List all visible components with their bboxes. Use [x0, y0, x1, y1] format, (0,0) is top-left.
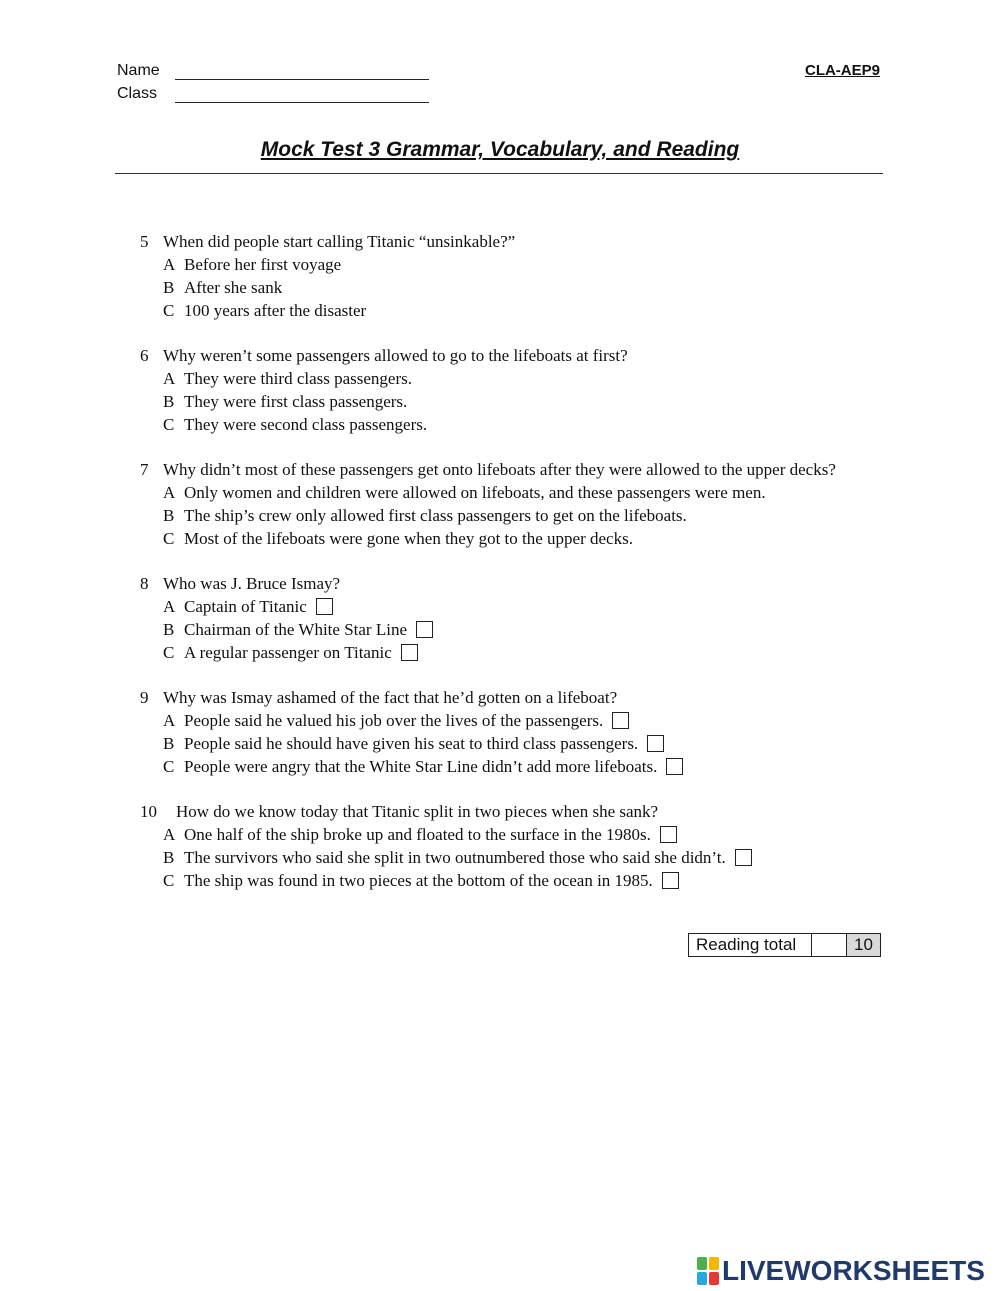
option-b: B People said he should have given his seat to third class passengers.: [140, 732, 683, 755]
option-c: C People were angry that the White Star Line didn’t add more lifeboats.: [140, 755, 683, 778]
question-text: How do we know today that Titanic split in two pieces when she sank?: [176, 802, 659, 821]
option-a: A One half of the ship broke up and floated to the surface in the 1980s.: [140, 823, 752, 846]
option-a: A People said he valued his job over the lives of the passengers.: [140, 709, 683, 732]
question-number: 8: [140, 574, 149, 593]
question-6: [140, 344, 628, 436]
question-text: Who was J. Bruce Ismay?: [163, 574, 341, 593]
option-b: B After she sank: [163, 278, 283, 297]
answer-checkbox[interactable]: [735, 849, 752, 866]
reading-total-input[interactable]: [812, 934, 847, 956]
class-field[interactable]: [175, 102, 429, 103]
worksheet-code: CLA-AEP9: [804, 62, 880, 79]
option-b: B The survivors who said she split in two outnumbered those who said she didn’t.: [140, 846, 752, 869]
question-text: Why weren’t some passengers allowed to go to the lifeboats at first?: [163, 346, 628, 365]
question-number: 10: [140, 802, 157, 821]
option-a: A Before her first voyage: [163, 255, 342, 274]
option-a: A Captain of Titanic: [140, 595, 433, 618]
option-a: A They were third class passengers.: [163, 369, 413, 388]
question-text: When did people start calling Titanic “unsinkable?”: [163, 232, 516, 251]
answer-checkbox[interactable]: [666, 758, 683, 775]
answer-checkbox[interactable]: [416, 621, 433, 638]
option-a: A Only women and children were allowed on lifeboats, and these passengers were men.: [163, 483, 766, 502]
question-5: [140, 230, 515, 322]
option-c: C 100 years after the disaster: [163, 301, 367, 320]
title-divider: [115, 173, 883, 174]
answer-checkbox[interactable]: [662, 872, 679, 889]
reading-total-box: [688, 933, 881, 957]
liveworksheets-logo-icon: [697, 1257, 719, 1285]
reading-total-label: Reading total: [689, 934, 812, 956]
question-number: 6: [140, 346, 149, 365]
brand-text: LIVEWORKSHEETS: [722, 1255, 985, 1286]
option-b: B They were first class passengers.: [163, 392, 408, 411]
option-c: C The ship was found in two pieces at the bottom of the ocean in 1985.: [140, 869, 752, 892]
answer-checkbox[interactable]: [647, 735, 664, 752]
option-c: C A regular passenger on Titanic: [140, 641, 433, 664]
option-c: C Most of the lifeboats were gone when they got to the upper decks.: [163, 529, 633, 548]
reading-total-max: 10: [847, 934, 880, 956]
question-9: [140, 686, 683, 778]
name-label: Name: [117, 62, 160, 79]
name-field[interactable]: [175, 79, 429, 80]
question-7: [140, 458, 836, 550]
question-number: 7: [140, 460, 149, 479]
answer-checkbox[interactable]: [660, 826, 677, 843]
page-title: Mock Test 3 Grammar, Vocabulary, and Reading: [260, 138, 740, 161]
question-number: 5: [140, 232, 149, 251]
option-c: C They were second class passengers.: [163, 415, 428, 434]
question-text: Why was Ismay ashamed of the fact that he’d gotten on a lifeboat?: [163, 688, 618, 707]
question-10: [140, 800, 752, 892]
answer-checkbox[interactable]: [316, 598, 333, 615]
answer-checkbox[interactable]: [612, 712, 629, 729]
class-label: Class: [117, 85, 158, 102]
liveworksheets-brand: [697, 1255, 985, 1287]
option-b: B Chairman of the White Star Line: [140, 618, 433, 641]
question-number: 9: [140, 688, 149, 707]
question-8: [140, 572, 433, 664]
question-text: Why didn’t most of these passengers get onto lifeboats after they were allowed to the upper decks?: [163, 460, 836, 479]
option-b: B The ship’s crew only allowed first class passengers to get on the lifeboats.: [163, 506, 687, 525]
answer-checkbox[interactable]: [401, 644, 418, 661]
